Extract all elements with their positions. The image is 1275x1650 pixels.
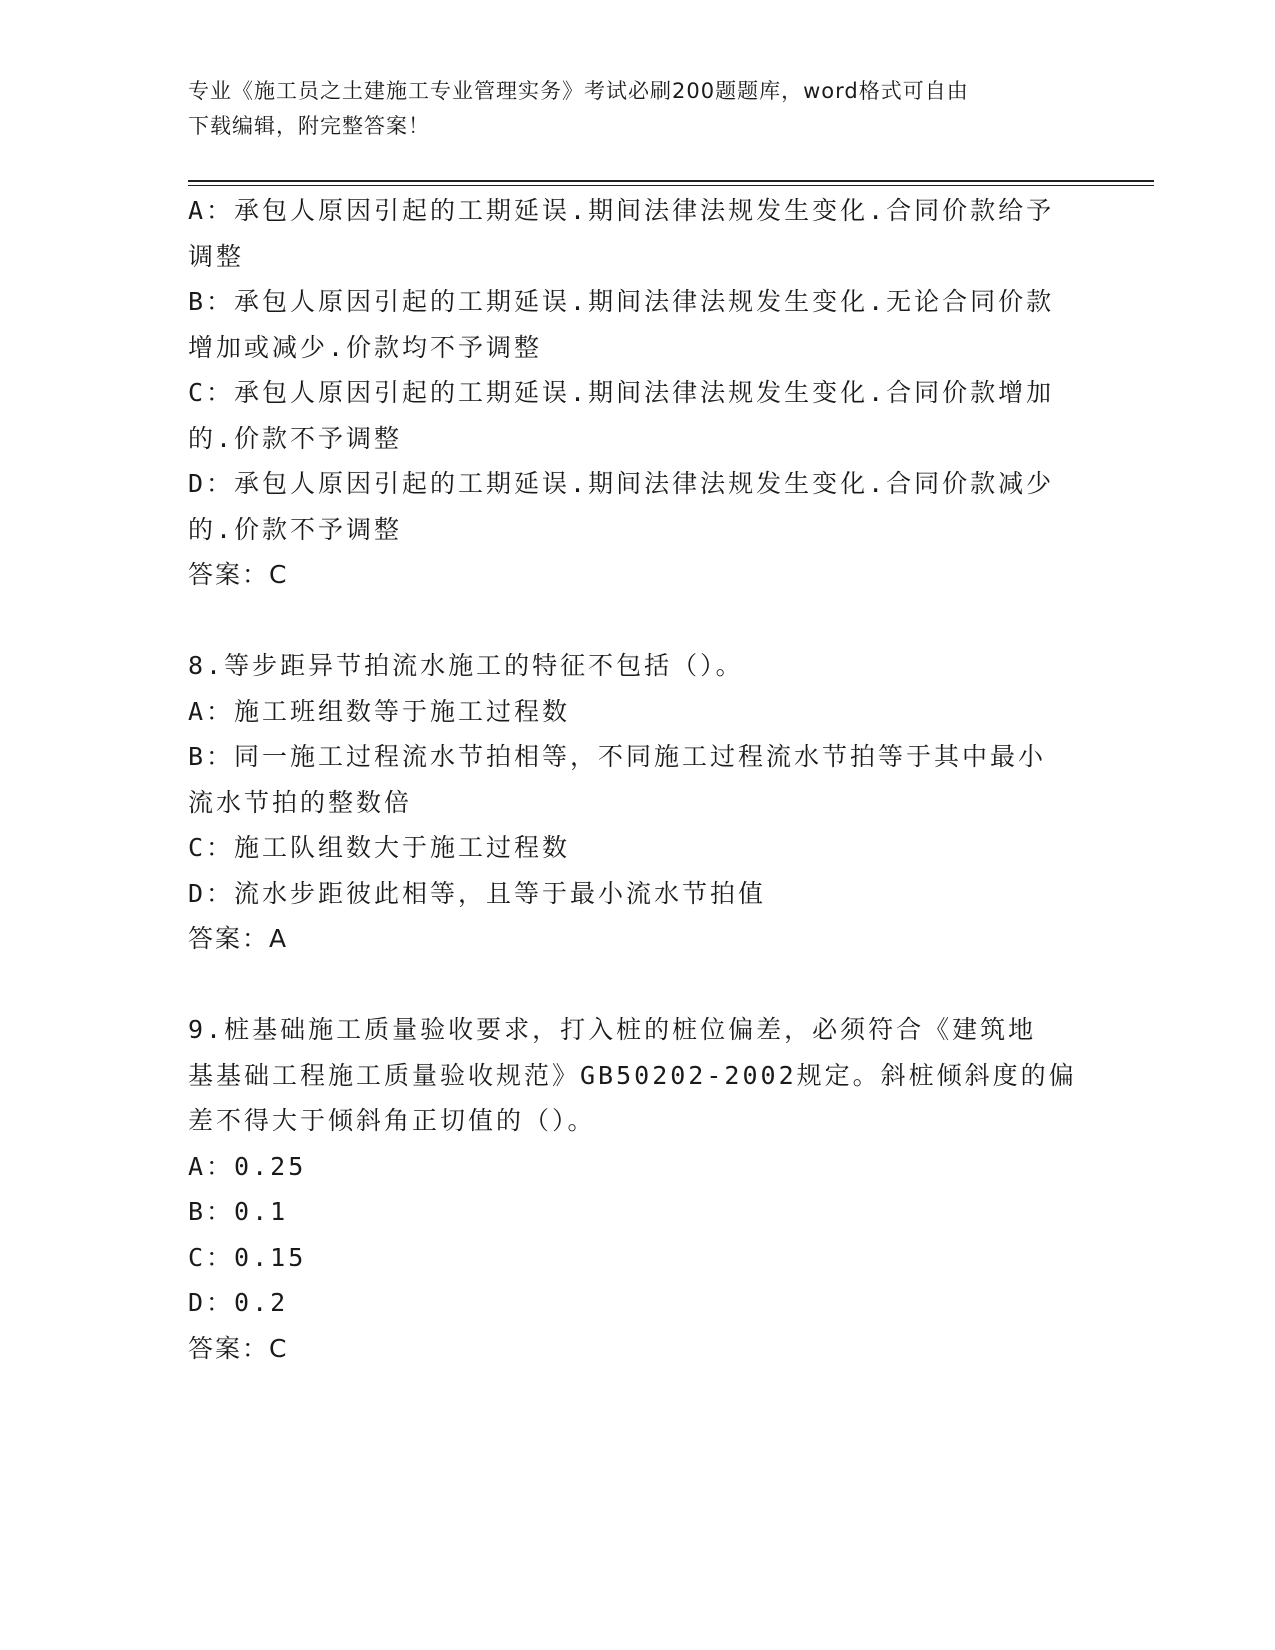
document-header [188, 74, 1088, 144]
question-8 [188, 643, 1088, 962]
answer-7: 答案：C [188, 560, 289, 589]
header-rule-thick [188, 180, 1154, 182]
option-c-line-2: 的.价款不予调整 [188, 423, 403, 453]
option-a-line-1: A：承包人原因引起的工期延误.期间法律法规发生变化.合同价款给予 [188, 196, 1055, 225]
question-9-line-2: 基基础工程施工质量验收规范》GB50202-2002规定。斜桩倾斜度的偏 [188, 1060, 1077, 1090]
option-b-line-2: 流水节拍的整数倍 [188, 787, 413, 817]
question-7-options [188, 188, 1088, 598]
option-d-line-2: 的.价款不予调整 [188, 514, 403, 544]
answer-9: 答案：C [188, 1333, 289, 1363]
spacer [188, 598, 1088, 644]
header-line-1: 专业《施工员之土建施工专业管理实务》考试必刷200题题库，word格式可自由 [188, 79, 969, 103]
answer-8: 答案：A [188, 924, 289, 953]
option-a-line-2: 调整 [188, 241, 245, 271]
spacer [188, 962, 1088, 1008]
question-content [188, 188, 1088, 1371]
option-b-line-1: B：同一施工过程流水节拍相等，不同施工过程流水节拍等于其中最小 [188, 742, 1047, 771]
question-8-text: 8.等步距异节拍流水施工的特征不包括（）。 [188, 651, 744, 680]
option-c: C：0.15 [188, 1242, 307, 1272]
option-b-line-1: B：承包人原因引起的工期延误.期间法律法规发生变化.无论合同价款 [188, 287, 1055, 316]
option-c: C：施工队组数大于施工过程数 [188, 833, 571, 862]
option-d: D：流水步距彼此相等，且等于最小流水节拍值 [188, 878, 767, 908]
option-b: B：0.1 [188, 1197, 289, 1226]
question-9-line-1: 9.桩基础施工质量验收要求，打入桩的桩位偏差，必须符合《建筑地 [188, 1015, 1037, 1044]
header-rule-thin [188, 185, 1154, 186]
question-9-line-3: 差不得大于倾斜角正切值的（）。 [188, 1106, 596, 1135]
option-a: A：施工班组数等于施工过程数 [188, 696, 571, 726]
option-b-line-2: 增加或减少.价款均不予调整 [188, 332, 543, 362]
option-c-line-1: C：承包人原因引起的工期延误.期间法律法规发生变化.合同价款增加 [188, 378, 1055, 407]
option-d: D：0.2 [188, 1288, 289, 1317]
header-line-2: 下载编辑，附完整答案！ [188, 114, 430, 138]
option-d-line-1: D：承包人原因引起的工期延误.期间法律法规发生变化.合同价款减少 [188, 469, 1055, 498]
question-9 [188, 1007, 1088, 1371]
option-a: A：0.25 [188, 1151, 307, 1181]
